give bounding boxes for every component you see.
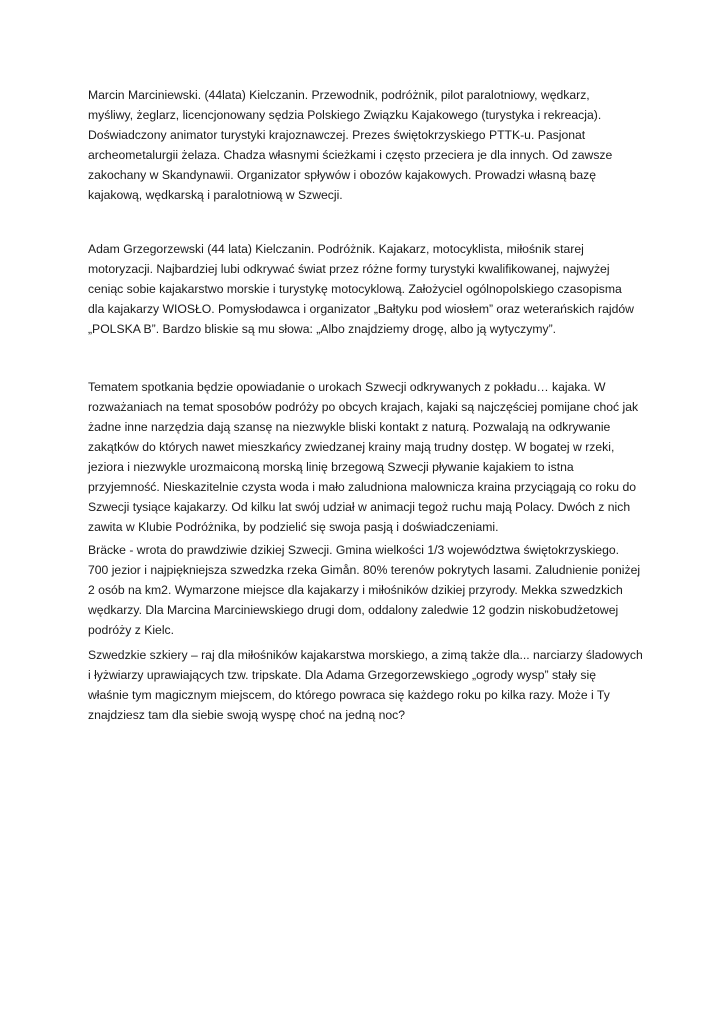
bio-adam-grzegorzewski-paragraph bbox=[88, 239, 648, 339]
paragraph-line: podróży z Kielc. bbox=[88, 623, 175, 637]
paragraph-line: Szwedzkie szkiery – raj dla miłośników kajakarstwa morskiego, a zimą także dla... narciarzy śladowych bbox=[88, 648, 643, 662]
paragraph-line: Doświadczony animator turystyki krajoznawczej. Prezes świętokrzyskiego PTTK-u. Pasjonat bbox=[88, 128, 586, 142]
meeting-topic-paragraph bbox=[88, 377, 648, 537]
paragraph-line: myśliwy, żeglarz, licencjonowany sędzia Polskiego Związku Kajakowego (turystyka i rekreacja). bbox=[88, 108, 602, 122]
paragraph-line: ceniąc sobie kajakarstwo morskie i turystykę motocyklową. Założyciel ogólnopolskiego czasopisma bbox=[88, 282, 622, 296]
paragraph-line: 700 jezior i najpiękniejsza szwedzka rzeka Gimån. 80% terenów pokrytych lasami. Zaludnienie poniżej bbox=[88, 563, 641, 577]
paragraph-line: zawita w Klubie Podróżnika, by podzielić się swoja pasją i doświadczeniami. bbox=[88, 520, 499, 534]
paragraph-line: Szwecji tysiące kajakarzy. Od kilku lat swój udział w animacji tegoż ruchu mają Polacy. Dwóch z nich bbox=[88, 500, 631, 514]
paragraph-line: i łyżwiarzy uprawiających tzw. tripskate. Dla Adama Grzegorzewskiego „ogrody wysp” stały się bbox=[88, 668, 596, 682]
paragraph-line: wędkarzy. Dla Marcina Marciniewskiego drugi dom, oddalony zaledwie 12 godzin niskobudżetowej bbox=[88, 603, 619, 617]
paragraph-line: zakochany w Skandynawii. Organizator spływów i obozów kajakowych. Prowadzi własną bazę bbox=[88, 168, 597, 182]
paragraph-line: znajdziesz tam dla siebie swoją wyspę choć na jedną noc? bbox=[88, 708, 406, 722]
paragraph-line: Marcin Marciniewski. (44lata) Kielczanin. Przewodnik, podróżnik, pilot paralotniowy, wędkarz, bbox=[88, 88, 590, 102]
paragraph-line: archeometalurgii żelaza. Chadza własnymi ścieżkami i często przeciera je dla innych. Od zawsze bbox=[88, 148, 613, 162]
paragraph-line: rozważaniach na temat sposobów podróży po obcych krajach, kajaki są najczęściej pomijane choć jak bbox=[88, 400, 639, 414]
paragraph-line: jeziora i niezwykle urozmaiconą morską linię brzegową Szwecji pływanie kajakiem to istna bbox=[88, 460, 574, 474]
paragraph-line: przyjemność. Nieskazitelnie czysta woda i mało zaludniona malownicza kraina przyciągają co roku do bbox=[88, 480, 637, 494]
paragraph-line: zakątków do których nawet mieszkańcy zwiedzanej krainy mają trudny dostęp. W bogatej w rzeki, bbox=[88, 440, 615, 454]
paragraph-line: Tematem spotkania będzie opowiadanie o urokach Szwecji odkrywanych z pokładu… kajaka. W bbox=[88, 380, 606, 394]
bio-marcin-marciniewski-paragraph bbox=[88, 85, 648, 205]
paragraph-line: „POLSKA B”. Bardzo bliskie są mu słowa: „Albo znajdziemy drogę, albo ją wytyczymy”. bbox=[88, 322, 557, 336]
paragraph-line: właśnie tym magicznym miejscem, do którego powraca się każdego roku po kilka razy. Może i Ty bbox=[88, 688, 610, 702]
bracke-paragraph bbox=[88, 540, 648, 640]
paragraph-line: motoryzacji. Najbardziej lubi odkrywać świat przez różne formy turystyki kwalifikowanej, najwyżej bbox=[88, 262, 610, 276]
paragraph-line: żadne inne narzędzia dają szansę na niezwykle bliski kontakt z naturą. Pozwalają na odkrywanie bbox=[88, 420, 611, 434]
paragraph-line: kajakową, wędkarską i paralotniową w Szwecji. bbox=[88, 188, 343, 202]
paragraph-line: Bräcke - wrota do prawdziwie dzikiej Szwecji. Gmina wielkości 1/3 województwa świętokrzyskiego. bbox=[88, 543, 620, 557]
paragraph-line: dla kajakarzy WIOSŁO. Pomysłodawca i organizator „Bałtyku pod wiosłem” oraz weterańskich rajdów bbox=[88, 302, 634, 316]
paragraph-line: Adam Grzegorzewski (44 lata) Kielczanin. Podróżnik. Kajakarz, motocyklista, miłośnik starej bbox=[88, 242, 584, 256]
swedish-skerries-paragraph bbox=[88, 645, 648, 725]
paragraph-line: 2 osób na km2. Wymarzone miejsce dla kajakarzy i miłośników dzikiej przyrody. Mekka szwedzkich bbox=[88, 583, 623, 597]
